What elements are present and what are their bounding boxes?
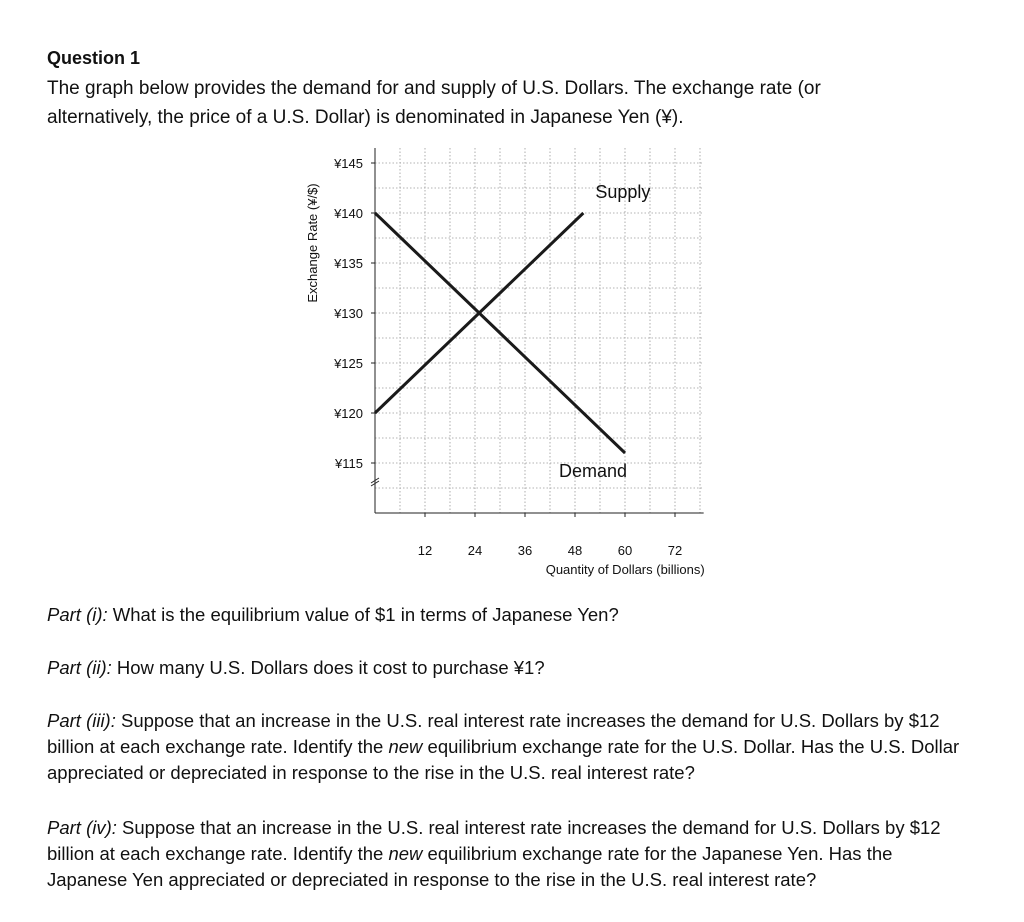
part-iv-label: Part (iv): [47,817,117,838]
part-iii-label: Part (iii): [47,710,116,731]
x-tick-label: 36 [517,543,533,558]
x-tick-label: 12 [417,543,433,558]
y-tick-label: ¥130 [334,306,363,321]
part-i [47,602,977,628]
part-iv-text-a: Suppose that an increase in the U.S. real interest rate increases the demand for U.S. Dollars by $12 billion at each exchange rate. Identify the [47,817,941,864]
supply-demand-chart [300,148,720,593]
part-ii [47,655,977,681]
question-intro: The graph below provides the demand for and supply of U.S. Dollars. The exchange rate (or alternatively, the price of a U.S. Dollar) is denominated in Japanese Yen (¥). [47,78,821,128]
part-iii-text-a: Suppose that an increase in the U.S. real interest rate increases the demand for U.S. Dollars by $12 billion at each exchange rate. Identify the [47,710,940,757]
series-label-supply: Supply [595,182,651,202]
x-tick-label: 60 [617,543,633,558]
y-axis-label: Exchange Rate (¥/$) [305,183,320,303]
chart-svg [300,148,720,588]
series-label-demand: Demand [559,461,628,481]
y-tick-label: ¥145 [334,156,363,171]
part-iii [47,708,977,786]
part-ii-label: Part (ii): [47,657,112,678]
part-i-label: Part (i): [47,604,108,625]
part-i-text: What is the equilibrium value of $1 in terms of Japanese Yen? [112,604,619,625]
part-ii-text: How many U.S. Dollars does it cost to purchase ¥1? [116,657,545,678]
y-tick-label: ¥125 [334,356,363,371]
part-iv-emphasis: new [388,843,423,864]
y-tick-label: ¥115 [335,456,363,471]
x-tick-label: 48 [567,543,583,558]
series-line-demand [375,213,625,453]
part-iii-text-b: equilibrium exchange rate for the U.S. Dollar. Has the U.S. Dollar appreciated or depreciated in response to the rise in the U.S. real interest rate? [47,736,960,783]
y-tick-label: ¥140 [334,206,363,221]
x-tick-label: 24 [467,543,483,558]
y-tick-label: ¥120 [334,406,363,421]
x-tick-label: 72 [667,543,683,558]
y-tick-label: ¥135 [334,256,363,271]
x-axis-label: Quantity of Dollars (billions) [545,562,705,577]
part-iv [47,815,977,893]
part-iv-text-b: equilibrium exchange rate for the Japanese Yen. Has the Japanese Yen appreciated or depreciated in response to the rise in the U.S. real interest rate? [47,843,893,890]
question-title: Question 1 [47,48,141,68]
part-iii-emphasis: new [388,736,423,757]
